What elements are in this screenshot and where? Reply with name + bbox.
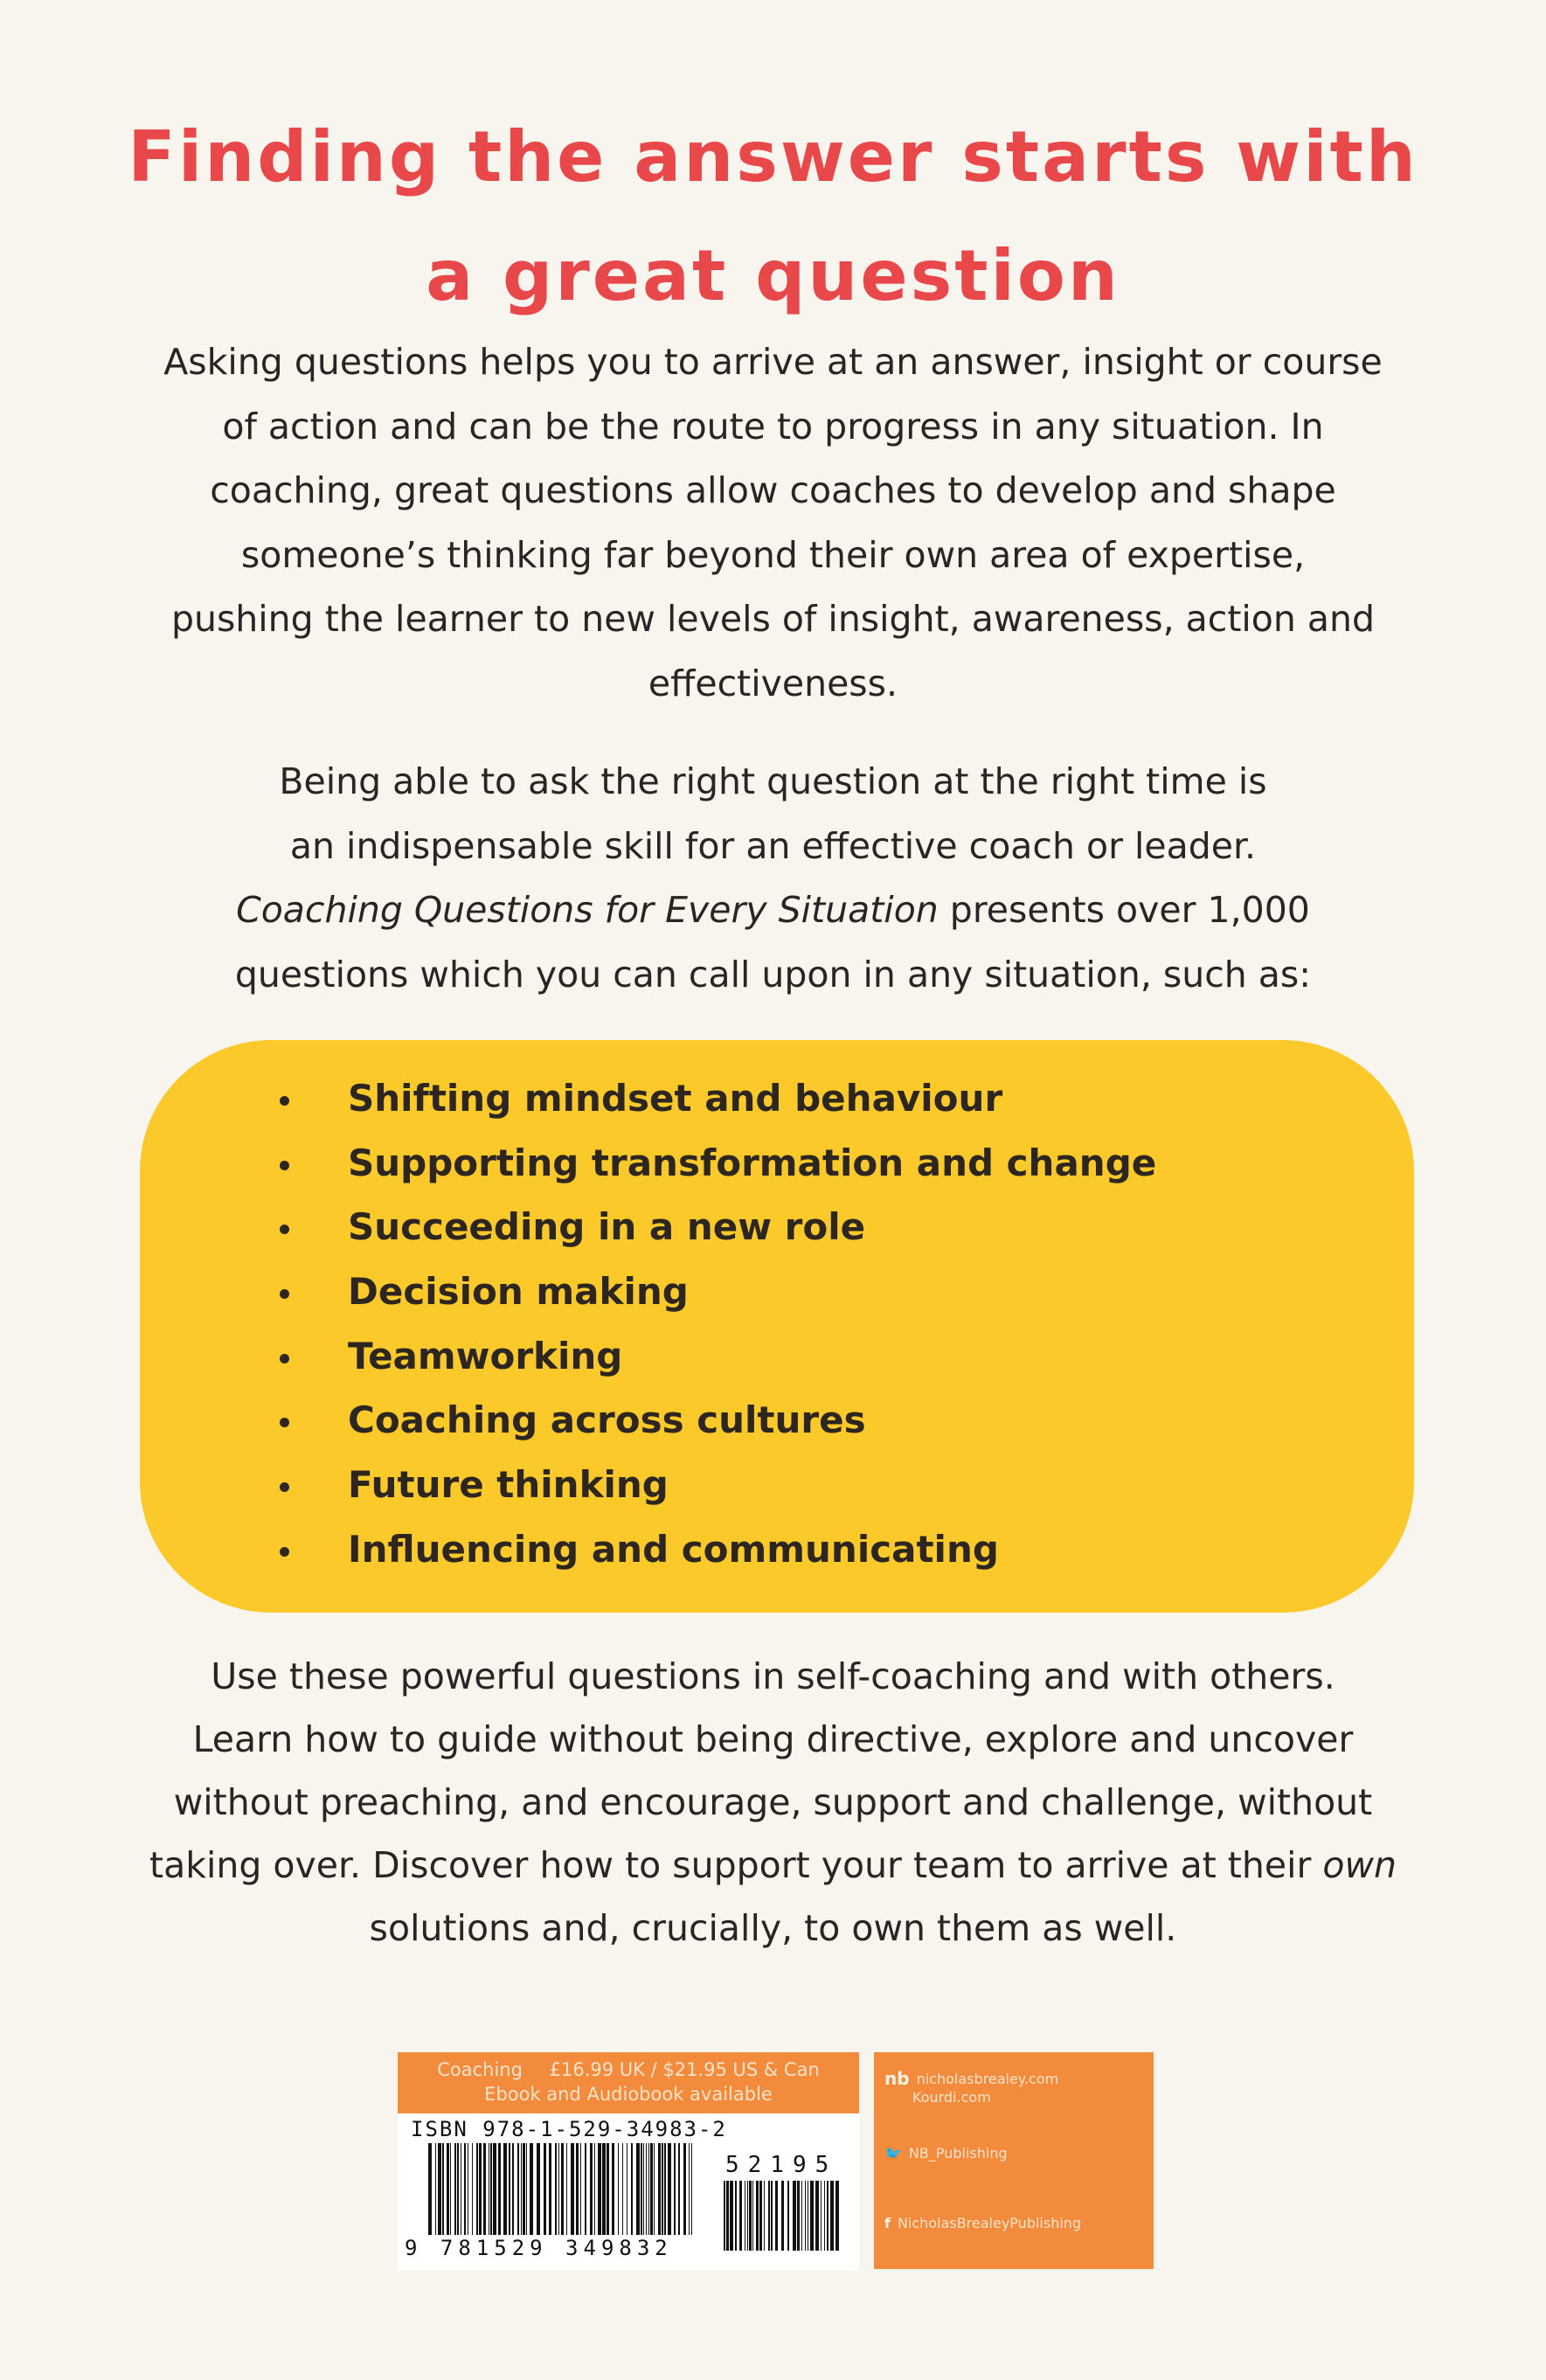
barcode-bar xyxy=(561,2143,564,2235)
barcode-bar xyxy=(724,2181,725,2251)
barcode-bar xyxy=(646,2143,647,2235)
closing-paragraph xyxy=(105,1645,1441,1960)
intro-line: Asking questions helps you to arrive at an answer, insight or course xyxy=(163,341,1383,383)
intro-line: pushing the learner to new levels of insight, awareness, action and xyxy=(170,598,1376,640)
barcode-bar xyxy=(580,2143,581,2235)
barcode-bar xyxy=(454,2143,456,2235)
barcode-bar xyxy=(530,2143,533,2235)
barcode-bar xyxy=(654,2143,655,2235)
facebook-icon: f xyxy=(884,2215,891,2231)
skill-line: an indispensable skill for an effective coach or leader. xyxy=(289,824,1257,867)
barcode-bar xyxy=(618,2143,619,2235)
barcode-bar xyxy=(835,2181,839,2251)
barcode-bar xyxy=(438,2143,441,2235)
list-item: Succeeding in a new role xyxy=(269,1195,1156,1259)
barcode-bar xyxy=(775,2181,778,2251)
barcode-bar xyxy=(590,2143,593,2235)
price-label: £16.99 UK / $21.95 US & Can xyxy=(549,2059,820,2080)
barcode-bar xyxy=(756,2181,759,2251)
closing-line: Use these powerful questions in self-coaching and with others. xyxy=(211,1655,1335,1697)
barcode-bar xyxy=(810,2181,814,2251)
barcode-bar xyxy=(752,2181,753,2251)
closing-line xyxy=(105,1834,1441,1897)
website-link[interactable]: nicholasbrealey.com xyxy=(916,2070,1059,2087)
list-item: Supporting transformation and change xyxy=(269,1131,1156,1196)
closing-line-start: taking over. Discover how to support your team to arrive at their xyxy=(149,1844,1323,1886)
barcode-bar xyxy=(622,2143,623,2235)
barcode-bar xyxy=(805,2181,806,2251)
barcode-bar xyxy=(435,2143,436,2235)
skill-line xyxy=(105,878,1441,943)
barcode-bar xyxy=(636,2143,640,2235)
intro-line: someone’s thinking far beyond their own area of expertise, xyxy=(240,533,1306,576)
barcode-bar xyxy=(691,2143,692,2235)
barcode-bar xyxy=(631,2143,633,2235)
barcode-bar xyxy=(498,2143,501,2235)
barcode-bar xyxy=(739,2181,742,2251)
barcode-bar xyxy=(598,2143,601,2235)
barcode-bar xyxy=(683,2143,686,2235)
skill-line: Being able to ask the right question at the right time is xyxy=(279,760,1267,802)
barcode-bar xyxy=(476,2143,478,2235)
barcode-bar xyxy=(689,2143,690,2235)
headline xyxy=(0,98,1546,336)
barcode-bar xyxy=(668,2143,671,2235)
barcode-bar xyxy=(521,2143,522,2235)
list-item: Influencing and communicating xyxy=(269,1517,1156,1582)
closing-line: Learn how to guide without being directive, explore and uncover xyxy=(192,1718,1354,1760)
barcode-bar xyxy=(650,2143,653,2235)
website-link-2[interactable]: Kourdi.com xyxy=(912,2089,991,2106)
list-item: Coaching across cultures xyxy=(269,1388,1156,1453)
twitter-icon: 🐦 xyxy=(884,2145,902,2161)
closing-line: solutions and, crucially, to own them as well. xyxy=(369,1907,1177,1949)
intro-line: coaching, great questions allow coaches to develop and shape xyxy=(210,469,1336,511)
barcode-bar xyxy=(555,2143,557,2235)
barcode-bar xyxy=(576,2143,579,2235)
barcode-bar xyxy=(830,2181,834,2251)
barcode-digits: 9 781529 349832 xyxy=(405,2236,673,2260)
situations-list xyxy=(269,1066,1156,1582)
book-title: Coaching Questions for Every Situation xyxy=(236,889,939,931)
closing-line: without preaching, and encourage, support and challenge, without xyxy=(173,1781,1373,1823)
barcode-bar xyxy=(771,2181,773,2251)
barcode-bar xyxy=(768,2181,770,2251)
barcode-bar xyxy=(801,2181,802,2251)
barcode-bar xyxy=(585,2143,586,2235)
barcode-bar xyxy=(641,2143,642,2235)
barcode-bar xyxy=(821,2181,822,2251)
skill-line: questions which you can call upon in any situation, such as: xyxy=(234,953,1312,996)
formats-label: Ebook and Audiobook available xyxy=(484,2084,773,2105)
list-item: Future thinking xyxy=(269,1453,1156,1517)
barcode-bar xyxy=(787,2181,789,2251)
barcode-bar xyxy=(726,2181,729,2251)
barcode-bar xyxy=(479,2143,482,2235)
barcode-bar xyxy=(607,2143,609,2235)
barcode-bar xyxy=(735,2181,737,2251)
twitter-handle[interactable]: NB_Publishing xyxy=(908,2145,1008,2161)
barcode-bar xyxy=(594,2143,595,2235)
category-label: Coaching xyxy=(437,2059,523,2080)
barcode-bar xyxy=(602,2143,606,2235)
barcode-bar xyxy=(544,2143,546,2235)
barcode-bar xyxy=(490,2143,492,2235)
barcode-bar xyxy=(730,2181,733,2251)
skill-paragraph xyxy=(105,750,1441,1007)
barcode-bar xyxy=(566,2143,567,2235)
barcode-bar xyxy=(764,2181,765,2251)
barcode-bar xyxy=(450,2143,451,2235)
barcode-bar xyxy=(537,2143,540,2235)
barcode-bar xyxy=(571,2143,574,2235)
intro-paragraph xyxy=(105,330,1441,716)
barcode-bar xyxy=(815,2181,819,2251)
barcode-bar xyxy=(483,2143,486,2235)
barcode-bar xyxy=(472,2143,473,2235)
headline-line-2: a great question xyxy=(426,235,1120,316)
barcode-bar xyxy=(747,2181,748,2251)
barcode-bar xyxy=(662,2143,663,2235)
barcode-bar xyxy=(643,2143,644,2235)
intro-line: of action and can be the route to progress in any situation. In xyxy=(222,405,1324,448)
barcode-bar xyxy=(558,2143,559,2235)
closing-emphasis: own xyxy=(1322,1844,1397,1886)
price-strip xyxy=(398,2052,859,2113)
headline-line-1: Finding the answer starts with xyxy=(128,116,1418,198)
barcode-bar xyxy=(464,2143,466,2235)
barcode-bar xyxy=(526,2143,527,2235)
barcode-bar xyxy=(428,2143,432,2235)
list-item: Decision making xyxy=(269,1259,1156,1324)
barcode-bar xyxy=(759,2181,762,2251)
intro-line: effectiveness. xyxy=(648,662,898,704)
isbn-barcode xyxy=(426,2143,697,2235)
barcode-bar xyxy=(678,2143,680,2235)
barcode-bar xyxy=(523,2143,525,2235)
barcode-bar xyxy=(781,2181,784,2251)
isbn-label: ISBN 978-1-529-34983-2 xyxy=(411,2117,727,2141)
barcode-bar xyxy=(749,2181,752,2251)
barcode-bar xyxy=(442,2143,444,2235)
barcode-bar xyxy=(612,2143,614,2235)
barcode-bar xyxy=(674,2143,676,2235)
publisher-box xyxy=(874,2052,1154,2269)
addon-digits: 52195 xyxy=(725,2152,838,2178)
barcode-bar xyxy=(512,2143,514,2235)
barcode-bar xyxy=(793,2181,796,2251)
publisher-logo: nb xyxy=(884,2068,910,2089)
barcode-bar xyxy=(797,2181,800,2251)
skill-line-rest: presents over 1,000 xyxy=(938,889,1310,931)
price-addon-barcode xyxy=(722,2181,844,2251)
list-item: Shifting mindset and behaviour xyxy=(269,1066,1156,1131)
barcode-bar xyxy=(457,2143,459,2235)
barcode-bar xyxy=(509,2143,510,2235)
barcode-bar xyxy=(493,2143,496,2235)
barcode-bar xyxy=(664,2143,666,2235)
list-item: Teamworking xyxy=(269,1324,1156,1389)
barcode-bar xyxy=(447,2143,449,2235)
barcode-bar xyxy=(648,2143,649,2235)
barcode-bar xyxy=(517,2143,519,2235)
barcode-bar xyxy=(827,2181,828,2251)
barcode-bar xyxy=(503,2143,507,2235)
barcode-bar xyxy=(658,2143,661,2235)
facebook-page[interactable]: NicholasBrealeyPublishing xyxy=(897,2215,1082,2231)
barcode-bar xyxy=(824,2181,825,2251)
barcode-bar xyxy=(549,2143,551,2235)
